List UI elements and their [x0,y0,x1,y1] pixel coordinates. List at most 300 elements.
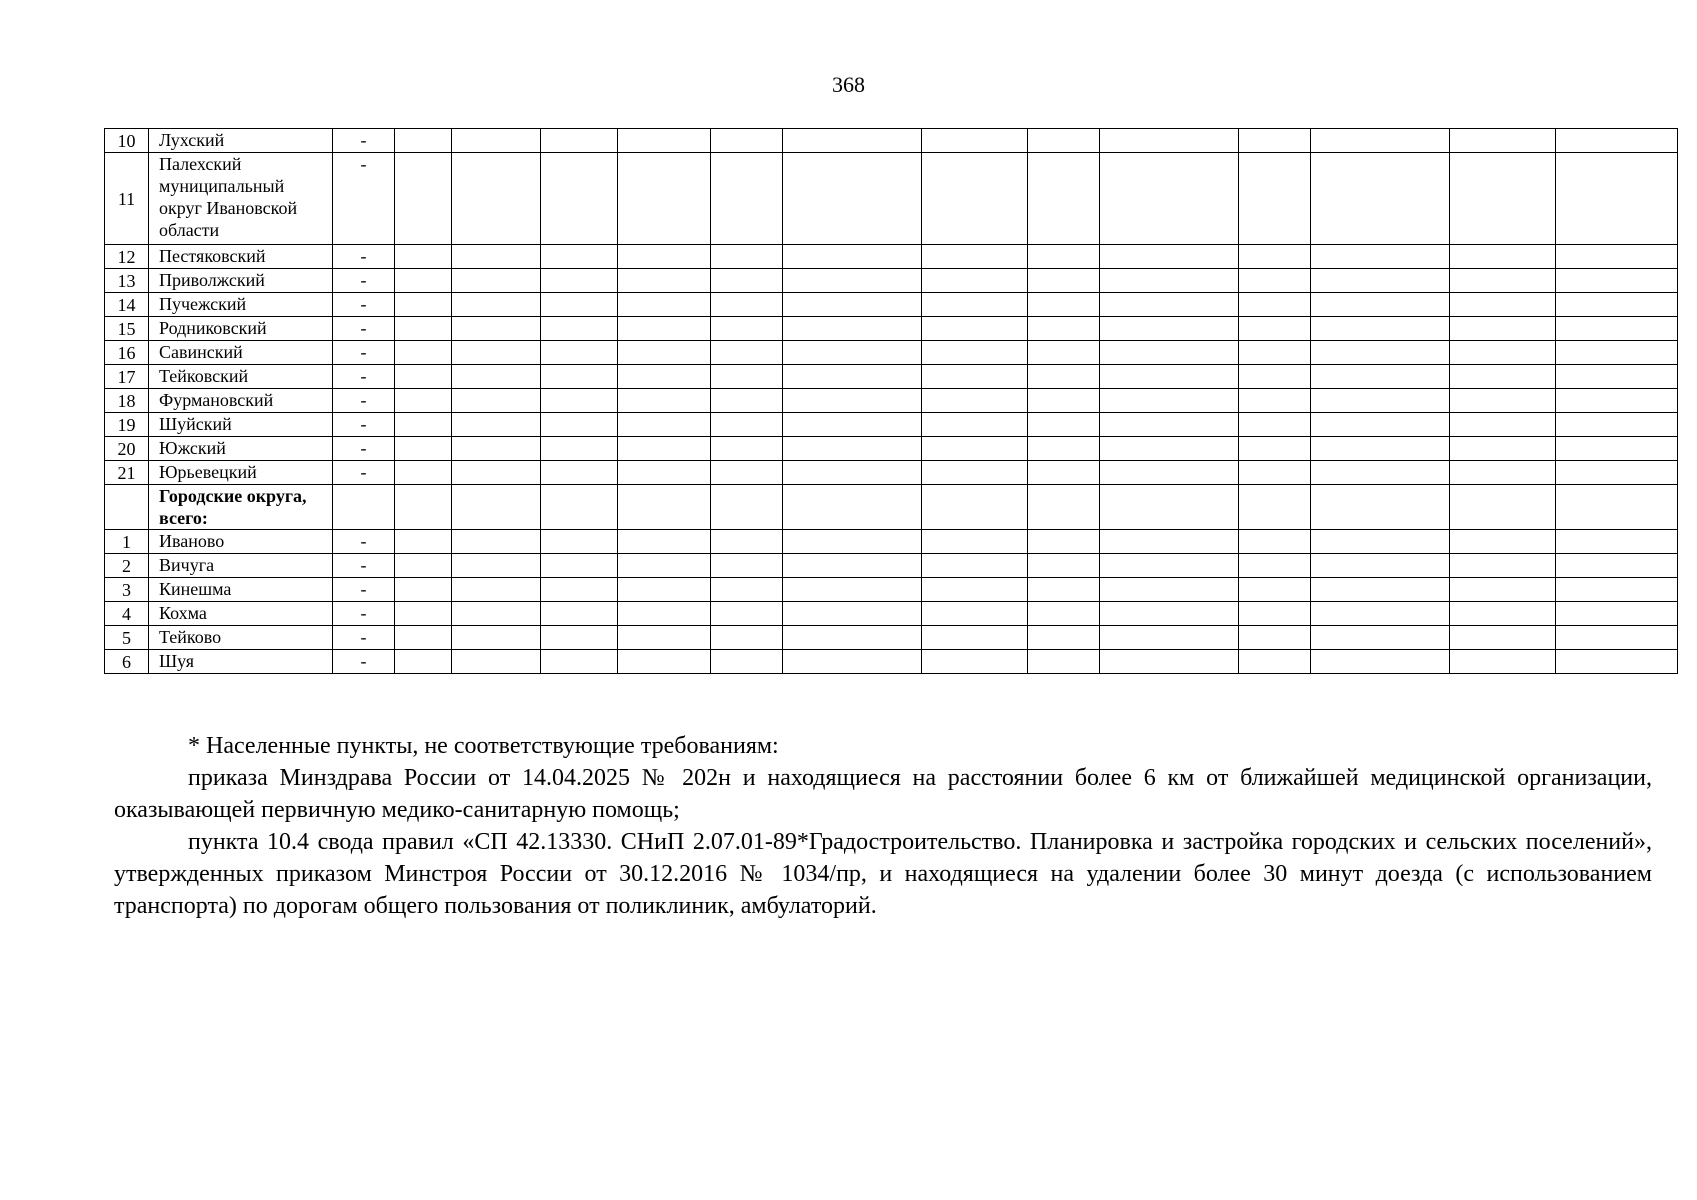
empty-cell [1311,413,1450,437]
empty-cell [1100,365,1239,389]
settlement-name-cell: Палехский муниципальный округ Ивановской области [149,153,333,245]
empty-cell [1028,245,1100,269]
settlement-name-cell: Шуйский [149,413,333,437]
settlement-name-cell: Вичуга [149,554,333,578]
empty-cell [1239,650,1311,674]
empty-cell [711,317,783,341]
value-cell: - [333,365,395,389]
page-number: 368 [832,72,865,97]
empty-cell [618,578,711,602]
empty-cell [922,269,1028,293]
empty-cell [618,650,711,674]
empty-cell [1556,413,1678,437]
empty-cell [541,578,618,602]
empty-cell [1311,153,1450,245]
empty-cell [922,602,1028,626]
table-row [105,317,1678,341]
empty-cell [395,153,452,245]
empty-cell [711,578,783,602]
notes-item-snip: пункта 10.4 свода правил «СП 42.13330. СНиП 2.07.01-89*Градостроительство. Планировка и застройка городских и сельских поселений», утвержденных приказом Минстроя России от 30.12.2016 № 1034/пр, и находящиеся на удалении более 30 минут доезда (с использованием транспорта) по дорогам общего пользования от поликлиник, амбулаторий. [114,829,1652,919]
table-row [105,461,1678,485]
empty-cell [395,129,452,153]
empty-cell [1556,341,1678,365]
empty-cell [1028,530,1100,554]
section-heading-cell: Городские округа, всего: [149,485,333,530]
table-row [105,650,1678,674]
empty-cell [1450,365,1556,389]
empty-cell [1556,317,1678,341]
empty-cell [1100,317,1239,341]
empty-cell [541,129,618,153]
empty-cell [541,554,618,578]
empty-cell [711,245,783,269]
empty-cell [711,602,783,626]
empty-cell [1311,437,1450,461]
table-body [105,129,1678,674]
empty-cell [1100,626,1239,650]
empty-cell [1556,153,1678,245]
empty-cell [395,341,452,365]
settlement-name-cell: Кохма [149,602,333,626]
empty-cell [1311,461,1450,485]
empty-cell [783,269,922,293]
empty-cell [1028,578,1100,602]
empty-cell [1450,245,1556,269]
empty-cell [711,485,783,530]
value-cell: - [333,650,395,674]
value-cell: - [333,341,395,365]
empty-cell [1028,129,1100,153]
empty-cell [452,626,541,650]
row-number-cell: 21 [105,461,149,485]
empty-cell [541,341,618,365]
empty-cell [1100,578,1239,602]
empty-cell [1028,626,1100,650]
empty-cell [395,245,452,269]
empty-cell [1100,129,1239,153]
empty-cell [395,389,452,413]
row-number-cell: 2 [105,554,149,578]
empty-cell [922,461,1028,485]
empty-cell [1450,293,1556,317]
empty-cell [1239,269,1311,293]
empty-cell [1311,626,1450,650]
value-cell: - [333,437,395,461]
row-number-cell: 16 [105,341,149,365]
empty-cell [1239,437,1311,461]
row-number-cell: 1 [105,530,149,554]
table-row [105,578,1678,602]
empty-cell [1239,245,1311,269]
row-number-cell: 11 [105,153,149,245]
empty-cell [541,602,618,626]
value-cell: - [333,461,395,485]
empty-cell [1556,530,1678,554]
empty-cell [1311,530,1450,554]
empty-cell [452,153,541,245]
empty-cell [1239,341,1311,365]
table-row [105,389,1678,413]
empty-cell [1450,389,1556,413]
empty-cell [541,437,618,461]
empty-cell [1100,485,1239,530]
empty-cell [1311,389,1450,413]
empty-cell [711,153,783,245]
empty-cell [1100,245,1239,269]
empty-cell [395,626,452,650]
empty-cell [395,485,452,530]
empty-cell [541,626,618,650]
empty-cell [1556,437,1678,461]
empty-cell [452,554,541,578]
empty-cell [395,437,452,461]
empty-cell [618,293,711,317]
empty-cell [1028,485,1100,530]
empty-cell [922,245,1028,269]
empty-cell [1239,129,1311,153]
empty-cell [618,129,711,153]
empty-cell [783,602,922,626]
empty-cell [452,317,541,341]
settlement-name-cell: Приволжский [149,269,333,293]
empty-cell [1556,129,1678,153]
row-number-cell: 13 [105,269,149,293]
empty-cell [1450,602,1556,626]
empty-cell [922,578,1028,602]
empty-cell [541,269,618,293]
empty-cell [452,269,541,293]
empty-cell [1028,365,1100,389]
empty-cell [541,413,618,437]
empty-cell [1239,293,1311,317]
settlement-name-cell: Кинешма [149,578,333,602]
empty-cell [1028,461,1100,485]
empty-cell [1556,269,1678,293]
empty-cell [1450,578,1556,602]
empty-cell [541,485,618,530]
empty-cell [783,341,922,365]
empty-cell [922,626,1028,650]
empty-cell [1450,530,1556,554]
empty-cell [922,530,1028,554]
empty-cell [1311,554,1450,578]
value-cell: - [333,129,395,153]
empty-cell [783,578,922,602]
empty-cell [1311,245,1450,269]
empty-cell [1100,413,1239,437]
empty-cell [1450,554,1556,578]
empty-cell [711,269,783,293]
empty-cell [1100,153,1239,245]
empty-cell [452,485,541,530]
empty-cell [1100,389,1239,413]
empty-cell [783,461,922,485]
row-number-cell: 17 [105,365,149,389]
empty-cell [783,365,922,389]
empty-cell [922,389,1028,413]
empty-cell [922,437,1028,461]
empty-cell [711,650,783,674]
empty-cell [1028,341,1100,365]
empty-cell [1556,578,1678,602]
row-number-cell [105,485,149,530]
empty-cell [783,554,922,578]
empty-cell [395,461,452,485]
table-row [105,153,1678,245]
empty-cell [711,129,783,153]
empty-cell [618,245,711,269]
empty-cell [1239,365,1311,389]
empty-cell [618,413,711,437]
empty-cell [783,245,922,269]
notes-heading: * Населенные пункты, не соответствующие требованиям: [188,733,779,759]
empty-cell [1239,461,1311,485]
settlement-name-cell: Фурмановский [149,389,333,413]
value-cell: - [333,269,395,293]
settlement-name-cell: Иваново [149,530,333,554]
empty-cell [1100,650,1239,674]
empty-cell [783,293,922,317]
table-row [105,413,1678,437]
empty-cell [1239,602,1311,626]
empty-cell [618,554,711,578]
settlement-name-cell: Южский [149,437,333,461]
empty-cell [541,153,618,245]
empty-cell [1239,317,1311,341]
empty-cell [395,269,452,293]
empty-cell [1450,461,1556,485]
value-cell: - [333,626,395,650]
settlement-name-cell: Тейково [149,626,333,650]
empty-cell [783,650,922,674]
value-cell: - [333,578,395,602]
empty-cell [1556,554,1678,578]
empty-cell [1239,153,1311,245]
empty-cell [452,365,541,389]
value-cell: - [333,153,395,245]
empty-cell [1311,602,1450,626]
empty-cell [783,389,922,413]
table-row [105,602,1678,626]
row-number-cell: 18 [105,389,149,413]
empty-cell [1556,602,1678,626]
empty-cell [783,317,922,341]
empty-cell [1556,365,1678,389]
table-row [105,437,1678,461]
empty-cell [1556,245,1678,269]
empty-cell [1450,129,1556,153]
empty-cell [452,437,541,461]
empty-cell [711,530,783,554]
empty-cell [1311,650,1450,674]
empty-cell [711,437,783,461]
settlements-table [104,128,1678,674]
empty-cell [1239,530,1311,554]
row-number-cell: 19 [105,413,149,437]
row-number-cell: 4 [105,602,149,626]
empty-cell [783,626,922,650]
empty-cell [1100,602,1239,626]
notes-item-minzdrav: приказа Минздрава России от 14.04.2025 № 202н и находящиеся на расстоянии более 6 км от ближайшей медицинской организации, оказывающей первичную медико-санитарную помощь; [114,765,1652,823]
empty-cell [1450,650,1556,674]
empty-cell [783,485,922,530]
empty-cell [452,245,541,269]
empty-cell [618,626,711,650]
empty-cell [452,602,541,626]
empty-cell [1100,554,1239,578]
empty-cell [711,341,783,365]
empty-cell [1239,626,1311,650]
empty-cell [452,650,541,674]
value-cell: - [333,293,395,317]
empty-cell [922,650,1028,674]
empty-cell [1028,269,1100,293]
empty-cell [922,293,1028,317]
empty-cell [618,437,711,461]
empty-cell [783,530,922,554]
empty-cell [618,365,711,389]
empty-cell [541,293,618,317]
row-number-cell: 3 [105,578,149,602]
empty-cell [618,602,711,626]
empty-cell [1239,485,1311,530]
empty-cell [452,389,541,413]
empty-cell [452,578,541,602]
empty-cell [711,293,783,317]
value-cell: - [333,413,395,437]
empty-cell [1028,389,1100,413]
row-number-cell: 14 [105,293,149,317]
empty-cell [541,317,618,341]
empty-cell [1450,341,1556,365]
empty-cell [1311,341,1450,365]
empty-cell [541,245,618,269]
empty-cell [1028,153,1100,245]
table-row [105,554,1678,578]
empty-cell [1556,485,1678,530]
empty-cell [783,437,922,461]
table-row [105,485,1678,530]
row-number-cell: 12 [105,245,149,269]
empty-cell [1239,389,1311,413]
settlement-name-cell: Савинский [149,341,333,365]
empty-cell [922,341,1028,365]
empty-cell [1100,461,1239,485]
empty-cell [711,554,783,578]
empty-cell [922,554,1028,578]
settlement-name-cell: Пучежский [149,293,333,317]
empty-cell [1239,413,1311,437]
empty-cell [618,389,711,413]
empty-cell [452,461,541,485]
empty-cell [1311,317,1450,341]
empty-cell [922,153,1028,245]
empty-cell [1028,413,1100,437]
empty-cell [1450,413,1556,437]
empty-cell [395,578,452,602]
empty-cell [1450,153,1556,245]
empty-cell [541,530,618,554]
empty-cell [1556,626,1678,650]
settlement-name-cell: Тейковский [149,365,333,389]
empty-cell [452,341,541,365]
table-row [105,129,1678,153]
empty-cell [711,365,783,389]
empty-cell [395,602,452,626]
empty-cell [1028,554,1100,578]
empty-cell [1100,530,1239,554]
row-number-cell: 5 [105,626,149,650]
empty-cell [452,530,541,554]
empty-cell [395,554,452,578]
empty-cell [618,153,711,245]
empty-cell [1556,461,1678,485]
empty-cell [541,389,618,413]
empty-cell [1311,269,1450,293]
empty-cell [1450,437,1556,461]
row-number-cell: 6 [105,650,149,674]
table-row [105,626,1678,650]
empty-cell [1556,389,1678,413]
empty-cell [1239,554,1311,578]
row-number-cell: 15 [105,317,149,341]
settlement-name-cell: Лухский [149,129,333,153]
empty-cell [1100,437,1239,461]
empty-cell [1100,269,1239,293]
table-row [105,269,1678,293]
empty-cell [618,317,711,341]
empty-cell [711,461,783,485]
empty-cell [1311,129,1450,153]
empty-cell [1028,293,1100,317]
table-row [105,293,1678,317]
empty-cell [1450,626,1556,650]
empty-cell [1556,293,1678,317]
empty-cell [1450,317,1556,341]
table-row [105,365,1678,389]
empty-cell [1450,485,1556,530]
empty-cell [618,485,711,530]
empty-cell [1028,650,1100,674]
empty-cell [1311,365,1450,389]
empty-cell [711,626,783,650]
empty-cell [922,365,1028,389]
empty-cell [711,389,783,413]
empty-cell [922,485,1028,530]
empty-cell [395,413,452,437]
table-row [105,530,1678,554]
empty-cell [395,293,452,317]
settlement-name-cell: Родниковский [149,317,333,341]
empty-cell [395,317,452,341]
empty-cell [922,317,1028,341]
table-row [105,245,1678,269]
empty-cell [783,129,922,153]
value-cell: - [333,317,395,341]
empty-cell [452,293,541,317]
empty-cell [452,129,541,153]
empty-cell [395,530,452,554]
empty-cell [1311,578,1450,602]
empty-cell [541,650,618,674]
empty-cell [922,413,1028,437]
empty-cell [1028,602,1100,626]
row-number-cell: 10 [105,129,149,153]
empty-cell [395,650,452,674]
value-cell: - [333,602,395,626]
empty-cell [1028,317,1100,341]
empty-cell [618,341,711,365]
